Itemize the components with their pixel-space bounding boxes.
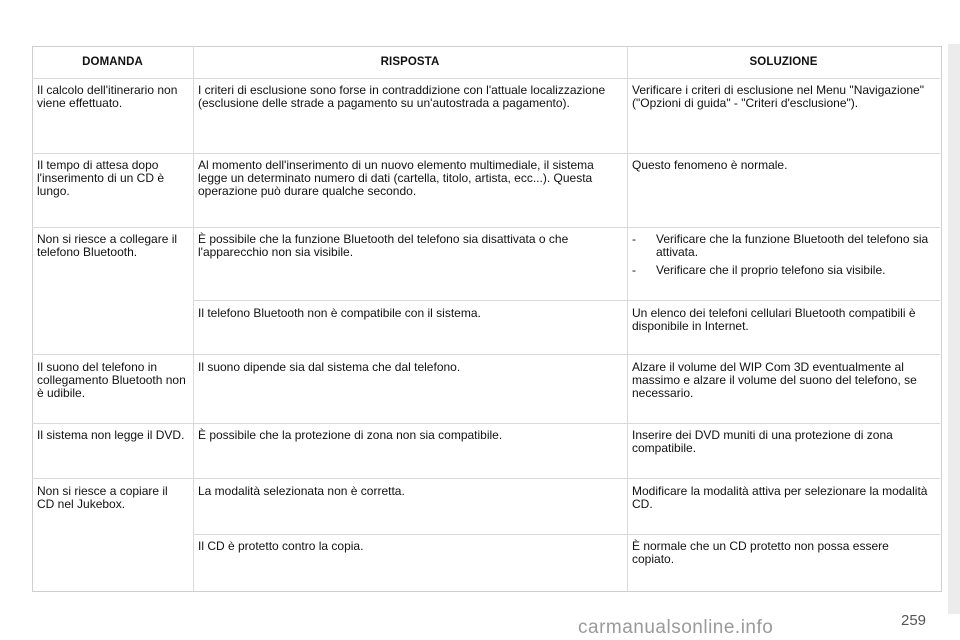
row-divider [32,423,940,424]
table-row [32,429,940,455]
page-edge-bar [948,44,960,614]
solution-cell: È normale che un CD protetto non possa essere copiato. [632,539,889,566]
question-cell: Il calcolo dell'itinerario non viene effettuato. [37,83,178,110]
row-divider [193,300,940,301]
answer-cell: La modalità selezionata non è corretta. [198,484,405,498]
row-divider [32,227,940,228]
answer-cell: Il telefono Bluetooth non è compatibile con il sistema. [198,306,481,320]
watermark-text: carmanualsonline.info [578,617,774,638]
header-answer: RISPOSTA [380,56,440,68]
row-divider [32,478,940,479]
solution-cell [627,233,940,282]
bullet-text: Verificare che la funzione Bluetooth del telefono sia attivata. [656,232,929,259]
row-divider [193,534,940,535]
table-row [32,233,940,282]
row-divider [32,153,940,154]
table-row [32,361,940,400]
table-header [32,46,940,79]
question-cell: Non si riesce a collegare il telefono Bluetooth. [37,232,178,259]
bullet-dash: - [632,263,636,277]
solution-cell: Inserire dei DVD muniti di una protezione di zona compatibile. [632,428,893,455]
table-row [32,485,940,511]
solution-cell: Modificare la modalità attiva per selezionare la modalità CD. [632,484,928,511]
table-row [32,84,940,110]
question-cell: Il sistema non legge il DVD. [37,428,185,442]
header-solution: SOLUZIONE [749,56,818,68]
answer-cell: Il CD è protetto contro la copia. [198,539,364,553]
question-cell: Non si riesce a copiare il CD nel Jukebox. [37,484,168,511]
solution-bullet [632,233,934,259]
solution-bullet [632,264,934,277]
solution-cell: Un elenco dei telefoni cellulari Bluetooth compatibili è disponibile in Internet. [632,306,916,333]
bullet-text: Verificare che il proprio telefono sia visibile. [656,263,886,277]
solution-cell: Questo fenomeno è normale. [632,158,788,172]
answer-cell: È possibile che la funzione Bluetooth del telefono sia disattivata o che l'apparecchio non sia visibile. [198,232,569,259]
answer-cell: Il suono dipende sia dal sistema che dal telefono. [198,360,461,374]
table-row [193,307,940,333]
row-divider [32,354,940,355]
answer-cell: I criteri di esclusione sono forse in contraddizione con l'attuale localizzazione (esclusione delle strade a pagamento su un'autostrada a pagamento). [198,83,606,110]
answer-cell: È possibile che la protezione di zona non sia compatibile. [198,428,503,442]
question-cell: Il tempo di attesa dopo l'inserimento di un CD è lungo. [37,158,165,198]
table-row [32,159,940,198]
table-row [193,540,940,566]
solution-cell: Verificare i criteri di esclusione nel Menu "Navigazione" ("Opzioni di guida" - "Criteri d'esclusione"). [632,83,924,110]
answer-cell: Al momento dell'inserimento di un nuovo elemento multimediale, il sistema legge un determinato numero di dati (cartella, titolo, artista, ecc...). Questa operazione può durare qualche secondo. [198,158,594,198]
question-cell: Il suono del telefono in collegamento Bluetooth non è udibile. [37,360,186,400]
bullet-dash: - [632,232,636,246]
header-question: DOMANDA [82,56,143,68]
solution-cell: Alzare il volume del WIP Com 3D eventualmente al massimo e alzare il volume del suono del telefono, se necessario. [632,360,917,400]
page-number: 259 [901,612,927,629]
